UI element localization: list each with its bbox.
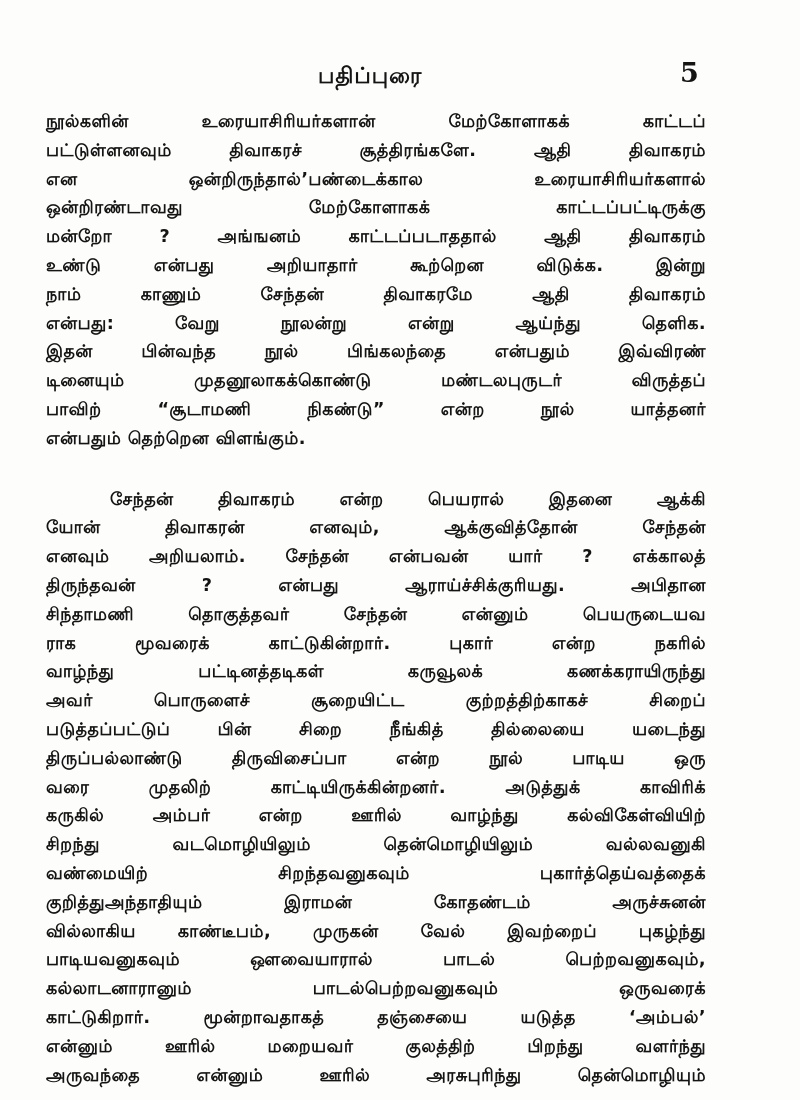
text-line: கல்லாடனாரானும் பாடல்பெற்றவனுகவும் ஒருவரைக் [46,979,706,1000]
text-line: எனவும் அறியலாம். சேந்தன் என்பவன் யார் ? எக்காலத் [46,547,706,568]
running-header [0,58,800,98]
text-line: அவர் பொருளைச் சூறையிட்ட குற்றத்திற்காகச் சிறைப் [46,691,706,712]
text-line: பட்டுள்ளனவும் திவாகரச் சூத்திரங்களே. ஆதி திவாகரம் [46,140,706,161]
text-line: என்னும் ஊரில் மறையவர் குலத்திற் பிறந்து வளர்ந்து [46,1036,706,1057]
text-line: பாவிற் “சூடாமணி நிகண்டு” என்ற நூல் யாத்தனர் [46,399,706,420]
page-title: பதிப்புரை [318,64,423,89]
text-line: வரை முதலிற் காட்டியிருக்கின்றனர். அடுத்துக் காவிரிக் [46,777,706,798]
text-line: டினையும் முதனூலாகக்கொண்டு மண்டலபுருடர் விருத்தப் [46,371,706,392]
text-line: உண்டு என்பது அறியாதார் கூற்றென விடுக்க. இன்று [46,255,706,276]
body-text [46,108,706,1090]
text-line: குறித்துஅந்தாதியும் இராமன் கோதண்டம் அருச்சுனன் [46,892,706,913]
text-line: கருகில் அம்பர் என்ற ஊரில் வாழ்ந்து கல்விகேள்வியிற் [46,806,706,827]
text-line: பாடியவனுகவும் ஔவையாரால் பாடல் பெற்றவனுகவும், [46,950,706,971]
text-line: என்பது: வேறு நூலன்று என்று ஆய்ந்து தெளிக. [46,313,706,334]
text-line: மன்றோ ? அங்ஙனம் காட்டப்படாததால் ஆதி திவாகரம் [46,227,706,248]
text-line: வாழ்ந்து பட்டினத்தடிகள் கருவூலக் கணக்கராயிருந்து [46,662,706,683]
page-number: 5 [680,58,699,89]
text-line: சிந்தாமணி தொகுத்தவர் சேந்தன் என்னும் பெயருடையவ [46,604,706,625]
text-line: திருந்தவன் ? என்பது ஆராய்ச்சிக்குரியது. அபிதான [46,575,706,596]
text-line-first: சேந்தன் திவாகரம் என்ற பெயரால் இதனை ஆக்கி [110,489,706,510]
text-line: படுத்தப்பட்டுப் பின் சிறை நீங்கித் தில்லையை யடைந்து [46,719,706,740]
text-line: ஒன்றிரண்டாவது மேற்கோளாகக் காட்டப்பட்டிருக்கு [46,198,706,219]
text-line: திருப்பல்லாண்டு திருவிசைப்பா என்ற நூல் பாடிய ஒரு [46,748,706,769]
text-line-last: என்பதும் தெற்றென விளங்கும். [46,428,306,449]
text-line: அருவந்தை என்னும் ஊரில் அரசுபுரிந்து தென்மொழியும் [46,1065,706,1086]
text-line: ராக மூவரைக் காட்டுகின்றார். புகார் என்ற நகரில் [46,633,706,654]
text-line: வண்மையிற் சிறந்தவனுகவும் புகார்த்தெய்வத்தைக் [46,863,706,884]
text-line: என ஒன்றிருந்தால்’பண்டைக்கால உரையாசிரியர்களால் [46,169,706,190]
text-line: நூல்களின் உரையாசிரியர்களான் மேற்கோளாகக் காட்டப் [46,112,706,132]
text-line: சிறந்து வடமொழியிலும் தென்மொழியிலும் வல்லவனுகி [46,835,706,856]
text-line: யோன் திவாகரன் எனவும், ஆக்குவித்தோன் சேந்தன் [46,518,706,539]
paragraph-1 [46,108,706,454]
text-line: இதன் பின்வந்த நூல் பிங்கலந்தை என்பதும் இவ்விரண் [46,342,706,363]
text-line: நாம் காணும் சேந்தன் திவாகரமே ஆதி திவாகரம் [46,284,706,305]
text-line: வில்லாகிய காண்டீபம், முருகன் வேல் இவற்றைப் புகழ்ந்து [46,921,706,942]
paragraph-2 [46,486,706,1091]
text-line: காட்டுகிறார். மூன்றாவதாகத் தஞ்சையை யடுத்த ‘அம்பல்’ [46,1007,706,1028]
